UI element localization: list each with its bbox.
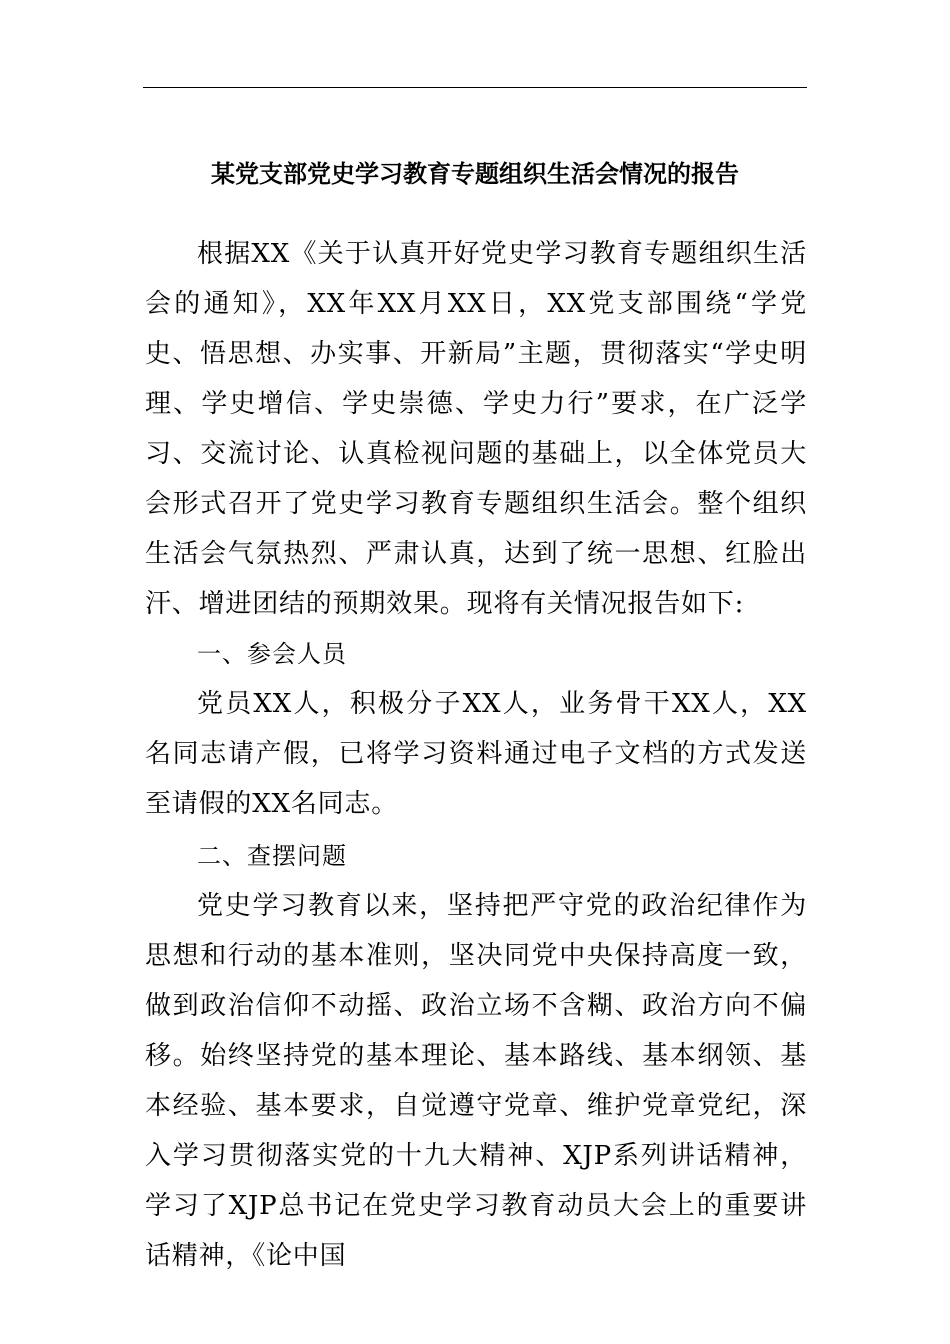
header-rule: [143, 87, 807, 88]
section-heading-attendees: 一、参会人员: [197, 640, 347, 668]
document-body: [145, 229, 807, 1281]
intro-paragraph: 根据XX《关于认真开好党史学习教育专题组织生活会的通知》，XX年XX月XX日，XX党支部围绕“学党史、悟思想、办实事、开新局”主题，贯彻落实“学史明理、学史增信、学史崇德、学史力行”要求，在广泛学习、交流讨论、认真检视问题的基础上，以全体党员大会形式召开了党史学习教育专题组织生活会。整个组织生活会气氛热烈、严肃认真，达到了统一思想、红脸出汗、增进团结的预期效果。现将有关情况报告如下:: [145, 239, 807, 619]
attendees-paragraph: 党员XX人，积极分子XX人，业务骨干XX人，XX名同志请产假，已将学习资料通过电子文档的方式发送至请假的XX名同志。: [145, 689, 807, 819]
issues-paragraph: 党史学习教育以来，坚持把严守党的政治纪律作为思想和行动的基本准则，坚决同党中央保持高度一致，做到政治信仰不动摇、政治立场不含糊、政治方向不偏移。始终坚持党的基本理论、基本路线、基本纲领、基本经验、基本要求，自觉遵守党章、维护党章党纪，深入学习贯彻落实党的十九大精神、XJP系列讲话精神，学习了XJP总书记在党史学习教育动员大会上的重要讲话精神，《论中国: [145, 891, 807, 1271]
section-heading-issues: 二、查摆问题: [197, 842, 347, 870]
document-title: 某党支部党史学习教育专题组织生活会情况的报告: [211, 159, 739, 188]
